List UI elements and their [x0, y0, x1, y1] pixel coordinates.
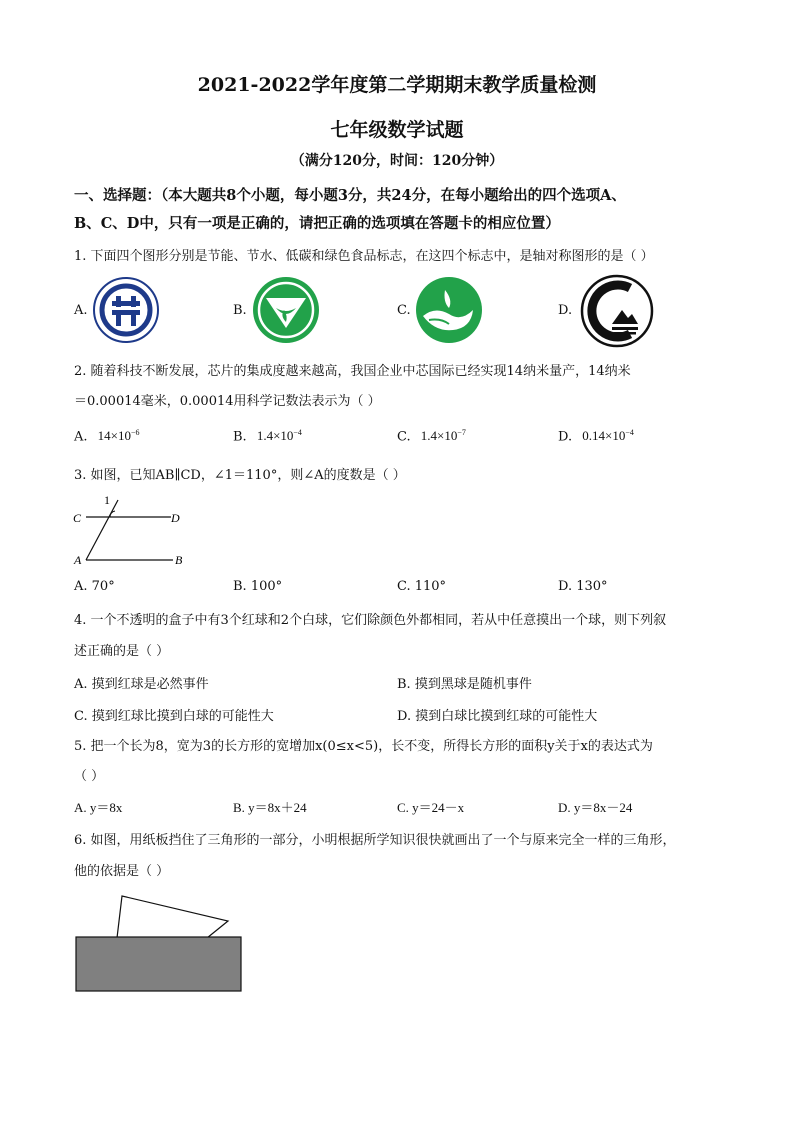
parallel-lines-figure: [68, 490, 198, 572]
question-4-line1: 4. 一个不透明的盒子中有3个红球和2个白球，它们除颜色外都相同，若从中任意摸出一个球，则下列叙: [74, 613, 667, 628]
covered-triangle-figure: [70, 890, 250, 998]
q2-option-a: [74, 428, 140, 444]
label-b: B: [175, 553, 183, 567]
q2-option-c-label: C.: [397, 429, 411, 445]
cardboard-cover: [76, 937, 241, 991]
question-1-text: 1. 下面四个图形分别是节能、节水、低碳和绿色食品标志，在这四个标志中，是轴对称图形的是（ ）: [74, 249, 654, 264]
q3-option-d: D. 130°: [558, 579, 608, 594]
q2-option-a-base: 14×10: [97, 428, 132, 444]
triangle-visible-part: [117, 896, 228, 938]
question-6-line1: 6. 如图，用纸板挡住了三角形的一部分，小明根据所学知识很快就画出了一个与原来完全一样的三角形，: [74, 833, 676, 848]
q3-option-c: C. 110°: [397, 579, 447, 594]
q2-option-a-exp: −6: [131, 428, 140, 437]
question-5-line1: 5. 把一个长为8，宽为3的长方形的宽增加x(0≤x<5)，长不变，所得长方形的面积y关于x的表达式为: [74, 739, 653, 754]
section-heading-line1: 一、选择题：（本大题共8个小题，每小题3分，共24分，在每小题给出的四个选项A、: [74, 187, 626, 204]
q5-option-d: D. y＝8x－24: [558, 800, 633, 815]
q3-option-b: B. 100°: [233, 579, 283, 594]
q1-option-c-label: C.: [397, 303, 411, 318]
q2-option-d-label: D.: [558, 429, 573, 445]
q2-option-c: [397, 428, 466, 444]
q4-option-d: D. 摸到白球比摸到红球的可能性大: [397, 709, 598, 724]
exam-subtitle: 七年级数学试题: [330, 119, 464, 141]
water-saving-logo-icon: [252, 276, 320, 344]
low-carbon-logo-icon: [415, 276, 483, 344]
question-4-line2: 述正确的是（ ）: [74, 644, 170, 659]
section-heading-line2: B、C、D中，只有一项是正确的，请把正确的选项填在答题卡的相应位置）: [74, 215, 560, 232]
question-6-line2: 他的依据是（ ）: [74, 864, 170, 879]
q2-option-d-base: 0.14×10: [582, 428, 626, 444]
q4-option-b: B. 摸到黑球是随机事件: [397, 677, 532, 692]
label-d: D: [171, 511, 180, 525]
q2-option-d: [558, 428, 634, 444]
q2-option-c-base: 1.4×10: [420, 428, 458, 444]
label-c: C: [73, 511, 82, 525]
question-3-text: 3. 如图，已知AB∥CD，∠1＝110°，则∠A的度数是（ ）: [74, 468, 406, 483]
q5-option-a: A. y＝8x: [74, 800, 123, 815]
energy-saving-logo-icon: [92, 276, 160, 344]
angle-1-arc: [110, 511, 115, 517]
q1-option-a-label: A.: [74, 303, 88, 318]
q2-option-a-label: A.: [74, 429, 88, 445]
q2-option-d-exp: −4: [625, 428, 634, 437]
q5-option-c: C. y＝24－x: [397, 800, 465, 815]
q2-option-b-label: B.: [233, 429, 247, 445]
q4-option-a: A. 摸到红球是必然事件: [74, 677, 209, 692]
q5-option-b: B. y＝8x＋24: [233, 800, 307, 815]
q2-option-b-base: 1.4×10: [256, 428, 294, 444]
q2-option-c-exp: −7: [457, 428, 466, 437]
q1-option-b-label: B.: [233, 303, 247, 318]
exam-title: 2021-2022学年度第二学期期末教学质量检测: [197, 74, 597, 96]
label-a: A: [74, 553, 82, 567]
question-2-line2: ＝0.00014毫米，0.00014用科学记数法表示为（ ）: [74, 394, 381, 409]
q2-option-b: [233, 428, 302, 444]
q1-option-d-label: D.: [558, 303, 573, 318]
question-5-line2: （ ）: [74, 769, 105, 784]
exam-note: （满分120分，时间：120分钟）: [290, 153, 504, 169]
q4-option-c: C. 摸到红球比摸到白球的可能性大: [74, 709, 274, 724]
green-food-logo-icon: [580, 274, 654, 348]
q3-option-a: A. 70°: [74, 579, 115, 594]
q2-option-b-exp: −4: [293, 428, 302, 437]
label-1: 1: [104, 493, 110, 507]
transversal-line: [86, 500, 118, 560]
question-2-line1: 2. 随着科技不断发展，芯片的集成度越来越高，我国企业中芯国际已经实现14纳米量产，14纳米: [74, 364, 631, 379]
